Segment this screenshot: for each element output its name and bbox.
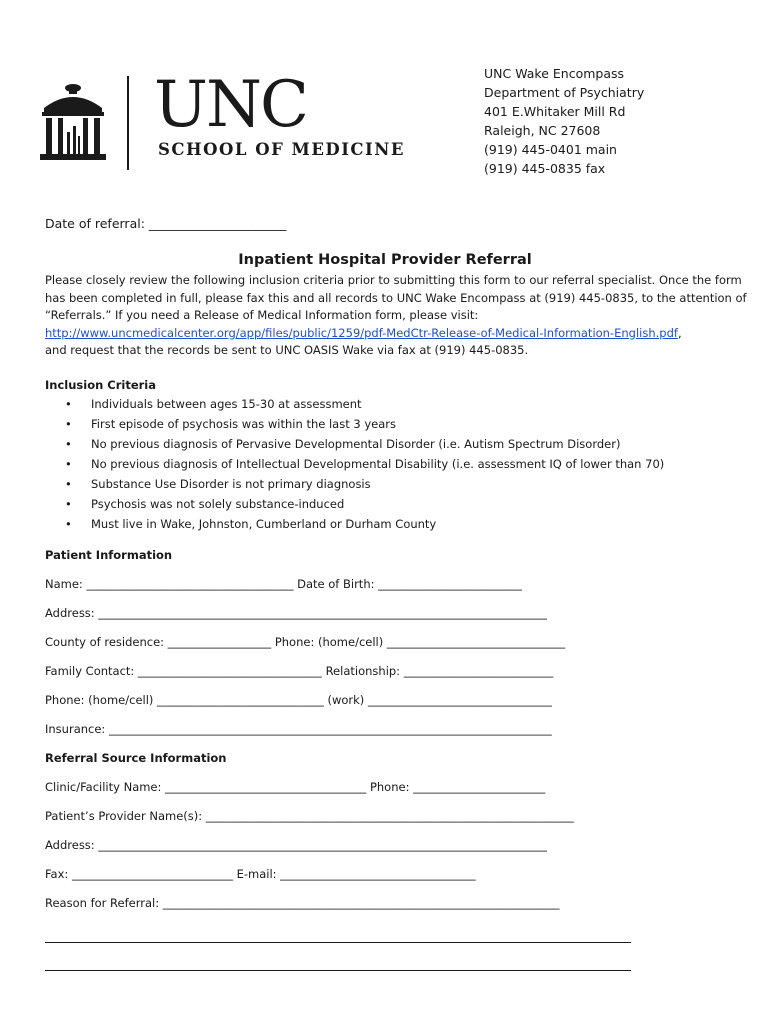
address-block [484,64,644,178]
intro-line: Please closely review the following inclusion criteria prior to submitting this form to our referral specialist. Once the form [45,273,742,287]
list-item [65,514,664,534]
inclusion-criteria-list [65,394,664,534]
address-line: Raleigh, NC 27608 [484,123,601,138]
page-title: Inpatient Hospital Provider Referral [238,252,532,268]
list-item [65,454,664,474]
bullet-icon: • [65,417,72,431]
bullet-icon: • [65,517,72,531]
address-line: (919) 445-0835 fax [484,161,606,176]
criteria-text: No previous diagnosis of Intellectual Developmental Disability (i.e. assessment IQ of lower than 70) [91,457,665,471]
reason-for-referral-field[interactable]: Reason for Referral: _____________________________________________________________________ [45,896,560,910]
inclusion-criteria-heading: Inclusion Criteria [45,378,157,392]
criteria-text: Psychosis was not solely substance-induced [91,497,345,511]
fax-email-field[interactable]: Fax: ____________________________ E-mail: __________________________________ [45,867,476,881]
list-item [65,434,664,454]
bullet-icon: • [65,497,72,511]
insurance-field[interactable]: Insurance: _____________________________________________________________________________ [45,722,552,736]
reason-blank-line[interactable] [45,942,631,943]
logo-divider [127,76,129,170]
reason-blank-line[interactable] [45,970,631,971]
patient-information-heading: Patient Information [45,548,173,562]
bullet-icon: • [65,477,72,491]
criteria-text: Individuals between ages 15-30 at assessment [91,397,362,411]
address-line: UNC Wake Encompass [484,66,625,81]
referral-address-field[interactable]: Address: ______________________________________________________________________________ [45,838,547,852]
provider-names-field[interactable]: Patient’s Provider Name(s): ________________________________________________________________ [45,809,574,823]
clinic-phone-field[interactable]: Clinic/Facility Name: ___________________________________ Phone: _______________________ [45,780,546,794]
logo-unc-text: UNC [154,68,307,142]
criteria-text: No previous diagnosis of Pervasive Developmental Disorder (i.e. Autism Spectrum Disorder) [91,437,621,451]
logo-school-text: SCHOOL OF MEDICINE [158,140,405,159]
patient-address-field[interactable]: Address: ______________________________________________________________________________ [45,606,547,620]
list-item [65,394,664,414]
list-item [65,474,664,494]
intro-paragraph [45,272,747,360]
criteria-text: Substance Use Disorder is not primary diagnosis [91,477,371,491]
link-suffix: , [677,325,682,340]
list-item [65,494,664,514]
address-line: (919) 445-0401 main [484,142,617,157]
address-line: 401 E.Whitaker Mill Rd [484,104,626,119]
intro-link-line [45,325,735,343]
criteria-text: First episode of psychosis was within the last 3 years [91,417,396,431]
family-contact-field[interactable]: Family Contact: ________________________________ Relationship: __________________________ [45,664,554,678]
address-line: Department of Psychiatry [484,85,645,100]
intro-line: and request that the records be sent to UNC OASIS Wake via fax at (919) 445-0835. [45,343,529,357]
county-phone-field[interactable]: County of residence: __________________ Phone: (home/cell) _______________________________ [45,635,566,649]
bullet-icon: • [65,397,72,411]
release-form-link[interactable]: http://www.uncmedicalcenter.org/app/files/public/1259/pdf-MedCtr-Release-of-Medical-Information-English.pdf [45,325,678,340]
list-item [65,414,664,434]
intro-line: “Referrals.” If you need a Release of Medical Information form, please visit: [45,308,479,322]
phone-work-field[interactable]: Phone: (home/cell) _____________________________ (work) ________________________________ [45,693,552,707]
referral-source-heading: Referral Source Information [45,751,227,765]
bullet-icon: • [65,457,72,471]
intro-line: has been completed in full, please fax this and all records to UNC Wake Encompass at (919) 445-0835, to the attention of [45,290,747,305]
criteria-text: Must live in Wake, Johnston, Cumberland or Durham County [91,517,437,531]
old-well-icon [40,80,106,162]
name-dob-field[interactable]: Name: ____________________________________ Date of Birth: _________________________ [45,577,522,591]
date-of-referral-field[interactable]: Date of referral: ______________________ [45,216,287,231]
unc-school-of-medicine-logo [40,68,440,172]
bullet-icon: • [65,437,72,451]
